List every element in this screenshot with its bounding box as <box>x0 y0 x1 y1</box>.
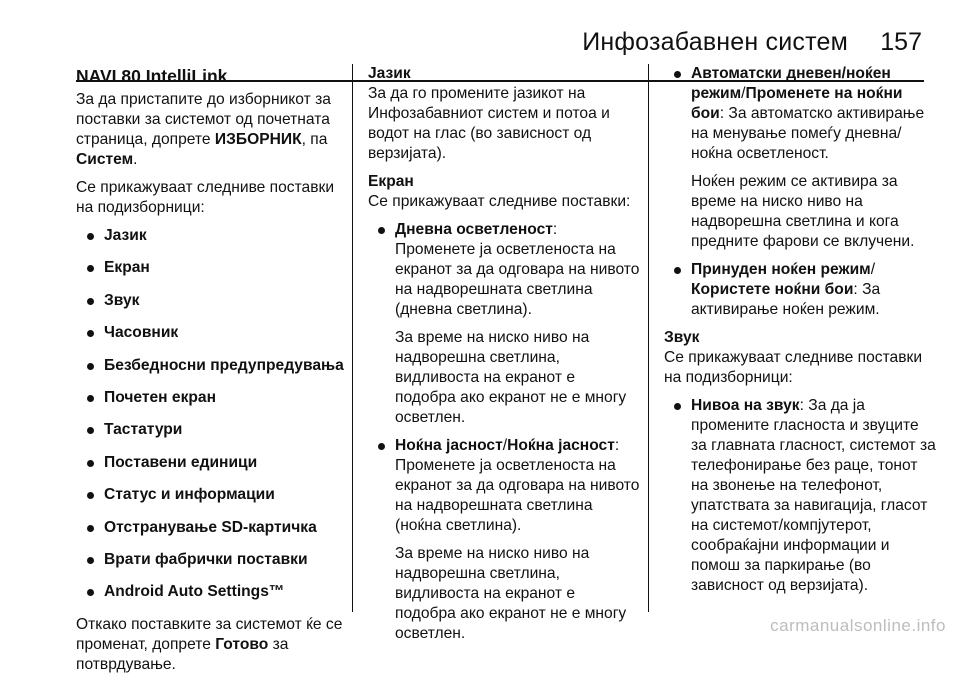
list-item: Часовник <box>76 323 344 343</box>
sound-heading: Звук <box>664 329 700 346</box>
day-brightness-label: Дневна осветленост <box>395 221 553 238</box>
label-separator: / <box>502 437 508 454</box>
night-clarity-note: За време на ниско ниво на надворешна светлина, видливоста на екранот е подобра ако екранот не е многу осветлен. <box>395 545 627 642</box>
system-keyword: Систем <box>76 151 134 168</box>
label-separator: / <box>741 85 746 102</box>
intro-text-3: . <box>133 151 138 168</box>
auto-mode-note: Ноќен режим се активира за време на ниско ниво на надворешна светлина и кога предните фарови се вклучени. <box>691 173 915 250</box>
list-item: Екран <box>76 258 344 278</box>
column-3 <box>664 64 936 604</box>
option-paragraph <box>691 396 936 596</box>
outro-paragraph <box>76 615 344 675</box>
auto-mode-text: : За автоматско активирање на менување помеѓу дневна/ноќна осветленост. <box>691 105 925 162</box>
sound-levels-text: : За да ја промените гласноста и звуците за главната гласност, системот за телефонирање без раце, тонот на звонење на телефонот, упатствата за навигација, гласот на системот/компјутерот, сообраќајни информации и помош за паркирање (во зависност од верзијата). <box>691 397 936 594</box>
column-1 <box>76 64 344 683</box>
list-item: Android Auto Settings™ <box>76 582 344 602</box>
page-number: 157 <box>880 28 922 56</box>
forced-night-label: Принуден ноќен режим <box>691 261 871 278</box>
outro-text-2: за потврдување. <box>76 635 289 673</box>
sound-text: Се прикажуваат следниве поставки на подизборници: <box>664 349 923 386</box>
sound-options <box>664 396 936 596</box>
option-paragraph <box>395 436 640 536</box>
option-paragraph <box>395 220 640 320</box>
list-item: Звук <box>76 291 344 311</box>
option-paragraph <box>691 64 936 164</box>
outro-text: Откако поставките за системот ќе се променат, допрете <box>76 615 343 653</box>
screen-heading: Екран <box>368 173 414 190</box>
sound-levels-label: Нивоа на звук <box>691 397 800 414</box>
mode-options <box>664 64 936 320</box>
page-title: Инфозабавнен систем <box>582 28 848 56</box>
watermark: carmanualsonline.info <box>770 616 946 635</box>
forced-night-label-2: Користете ноќни бои <box>691 281 854 298</box>
list-item: Почетен екран <box>76 388 344 408</box>
list-item: Врати фабрички поставки <box>76 550 344 570</box>
list-item: Отстранување SD-картичка <box>76 518 344 538</box>
night-clarity-label: Ноќна јасност <box>395 437 503 454</box>
auto-mode-label: Автоматски дневен/ноќен режим <box>691 65 891 102</box>
column-2 <box>368 64 640 652</box>
list-item: Безбедносни предупредувања <box>76 356 344 376</box>
list-item <box>368 436 640 644</box>
list-item: Тастатури <box>76 420 344 440</box>
screen-options <box>368 220 640 644</box>
language-heading: Јазик <box>368 65 411 82</box>
language-text: За да го промените јазикот на Инфозабавниот систем и потоа и водот на глас (во зависност од верзијата). <box>368 85 610 162</box>
option-paragraph <box>691 260 936 320</box>
night-clarity-text: : Променете ја осветленоста на екранот за да одговара на нивото на надворешната светлина (ноќна светлина). <box>395 437 640 534</box>
submenu-intro: Се прикажуваат следниве поставки на подизборници: <box>76 179 335 216</box>
list-item <box>664 260 936 320</box>
section-heading-navi: NAVI 80 IntelliLink <box>76 66 228 86</box>
screen-text: Се прикажуваат следниве поставки: <box>368 193 631 210</box>
column-divider-2 <box>648 64 649 612</box>
auto-mode-label-2: Променете на ноќни бои <box>691 85 903 122</box>
forced-night-text: : За активирање ноќен режим. <box>691 281 881 318</box>
list-item <box>368 220 640 428</box>
done-keyword: Готово <box>215 635 269 653</box>
list-item <box>664 396 936 596</box>
day-brightness-text: : Променете ја осветленоста на екранот за да одговара на нивото на надворешната светлина (дневна светлина). <box>395 221 640 318</box>
intro-text-2: , па <box>301 131 328 148</box>
night-clarity-label-2: Ноќна јасност <box>507 437 615 454</box>
list-item <box>664 64 936 252</box>
menu-keyword: ИЗБОРНИК <box>214 131 302 148</box>
list-item: Поставени единици <box>76 453 344 473</box>
list-item: Статус и информации <box>76 485 344 505</box>
day-brightness-note: За време на ниско ниво на надворешна светлина, видливоста на екранот е подобра ако екранот не е многу осветлен. <box>395 329 627 426</box>
label-separator: / <box>870 261 876 278</box>
list-item: Јазик <box>76 226 344 246</box>
intro-text: За да пристапите до изборникот за поставки за системот од почетната страница, допрете <box>76 91 331 148</box>
intro-paragraph <box>76 90 344 170</box>
column-divider-1 <box>352 64 353 612</box>
page-header <box>0 22 960 62</box>
submenu-list <box>76 226 344 602</box>
